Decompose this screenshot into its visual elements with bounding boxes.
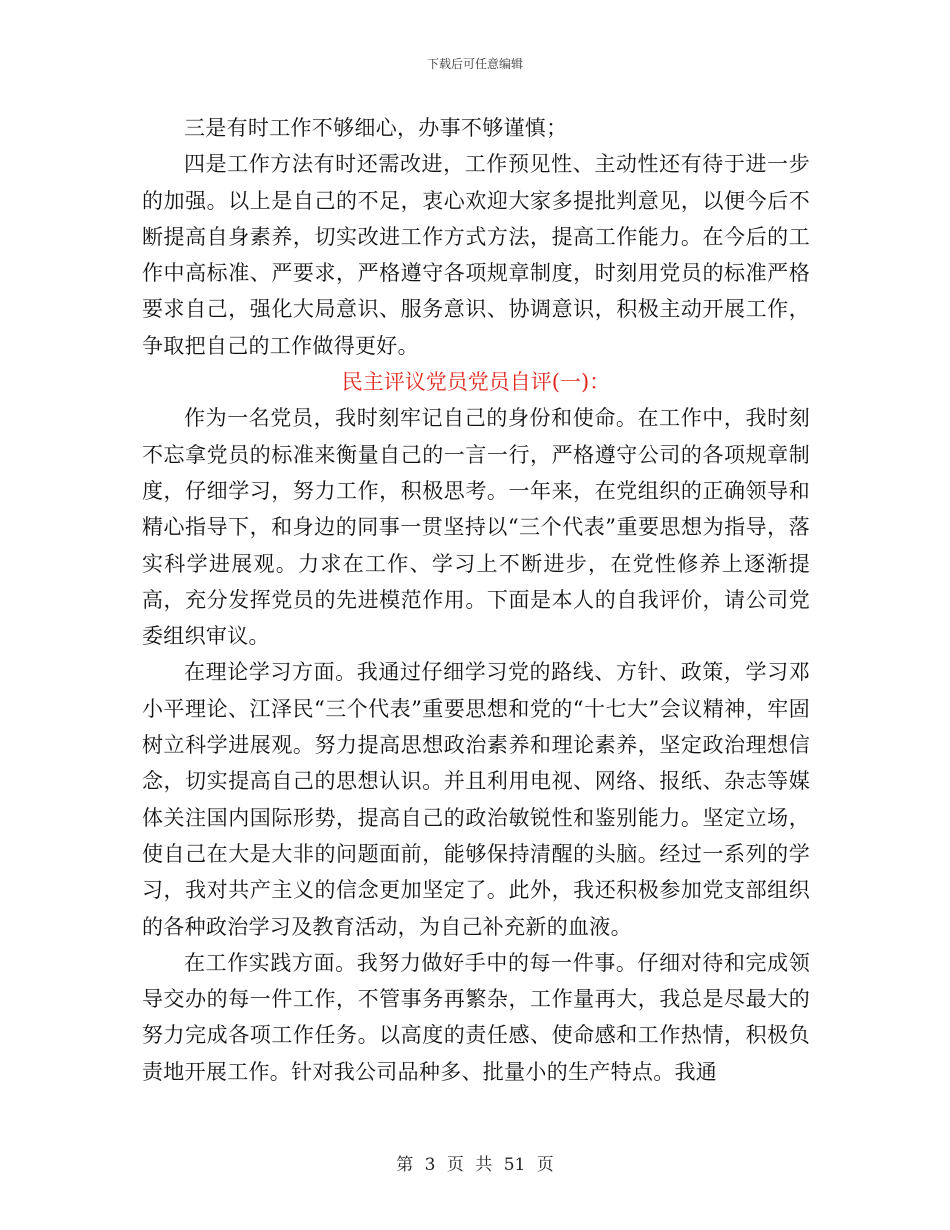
paragraph-1: 三是有时工作不够细心，办事不够谨慎； <box>184 116 568 140</box>
paragraph-5: 在工作实践方面。我努力做好手中的每一件事。仔细对待和完成领导交办的每一件工作，不管事务再繁杂，工作量再大，我总是尽最大的努力完成各项工作任务。以高度的责任感、使命感和工作热情，积极负责地开展工作。针对我公司品种多、批量小的生产特点。我通 <box>142 950 810 1084</box>
page-header: 下载后可任意编辑 <box>426 57 523 71</box>
paragraph-3: 作为一名党员，我时刻牢记自己的身份和使命。在工作中，我时刻不忘拿党员的标准来衡量自己的一言一行，严格遵守公司的各项规章制度，仔细学习，努力工作，积极思考。一年来，在党组织的正确领导和精心指导下，和身边的同事一贯坚持以“三个代表”重要思想为指导，落实科学进展观。力求在工作、学习上不断进步，在党性修养上逐渐提高，充分发挥党员的先进模范作用。下面是本人的自我评价，请公司党委组织审议。 <box>142 406 810 649</box>
paragraph-4: 在理论学习方面。我通过仔细学习党的路线、方针、政策，学习邓小平理论、江泽民“三个代表”重要思想和党的“十七大”会议精神，牢固树立科学进展观。努力提高思想政治素养和理论素养，坚定政治理想信念，切实提高自己的思想认识。并且利用电视、网络、报纸、杂志等媒体关注国内国际形势，提高自己的政治敏锐性和鉴别能力。坚定立场，使自己在大是大非的问题面前，能够保持清醒的头脑。经过一系列的学习，我对共产主义的信念更加坚定了。此外，我还积极参加党支部组织的各种政治学习及教育活动，为自己补充新的血液。 <box>142 660 810 939</box>
page-number: 第 3 页 共 51 页 <box>396 1155 554 1175</box>
document-body <box>142 110 810 1090</box>
paragraph-2: 四是工作方法有时还需改进，工作预见性、主动性还有待于进一步的加强。以上是自己的不足，衷心欢迎大家多提批判意见，以便今后不断提高自身素养，切实改进工作方式方法，提高工作能力。在今后的工作中高标准、严要求，严格遵守各项规章制度，时刻用党员的标准严格要求自己，强化大局意识、服务意识、协调意识，积极主动开展工作，争取把自己的工作做得更好。 <box>142 152 810 358</box>
section-title: 民主评议党员党员自评(一)： <box>341 370 611 395</box>
